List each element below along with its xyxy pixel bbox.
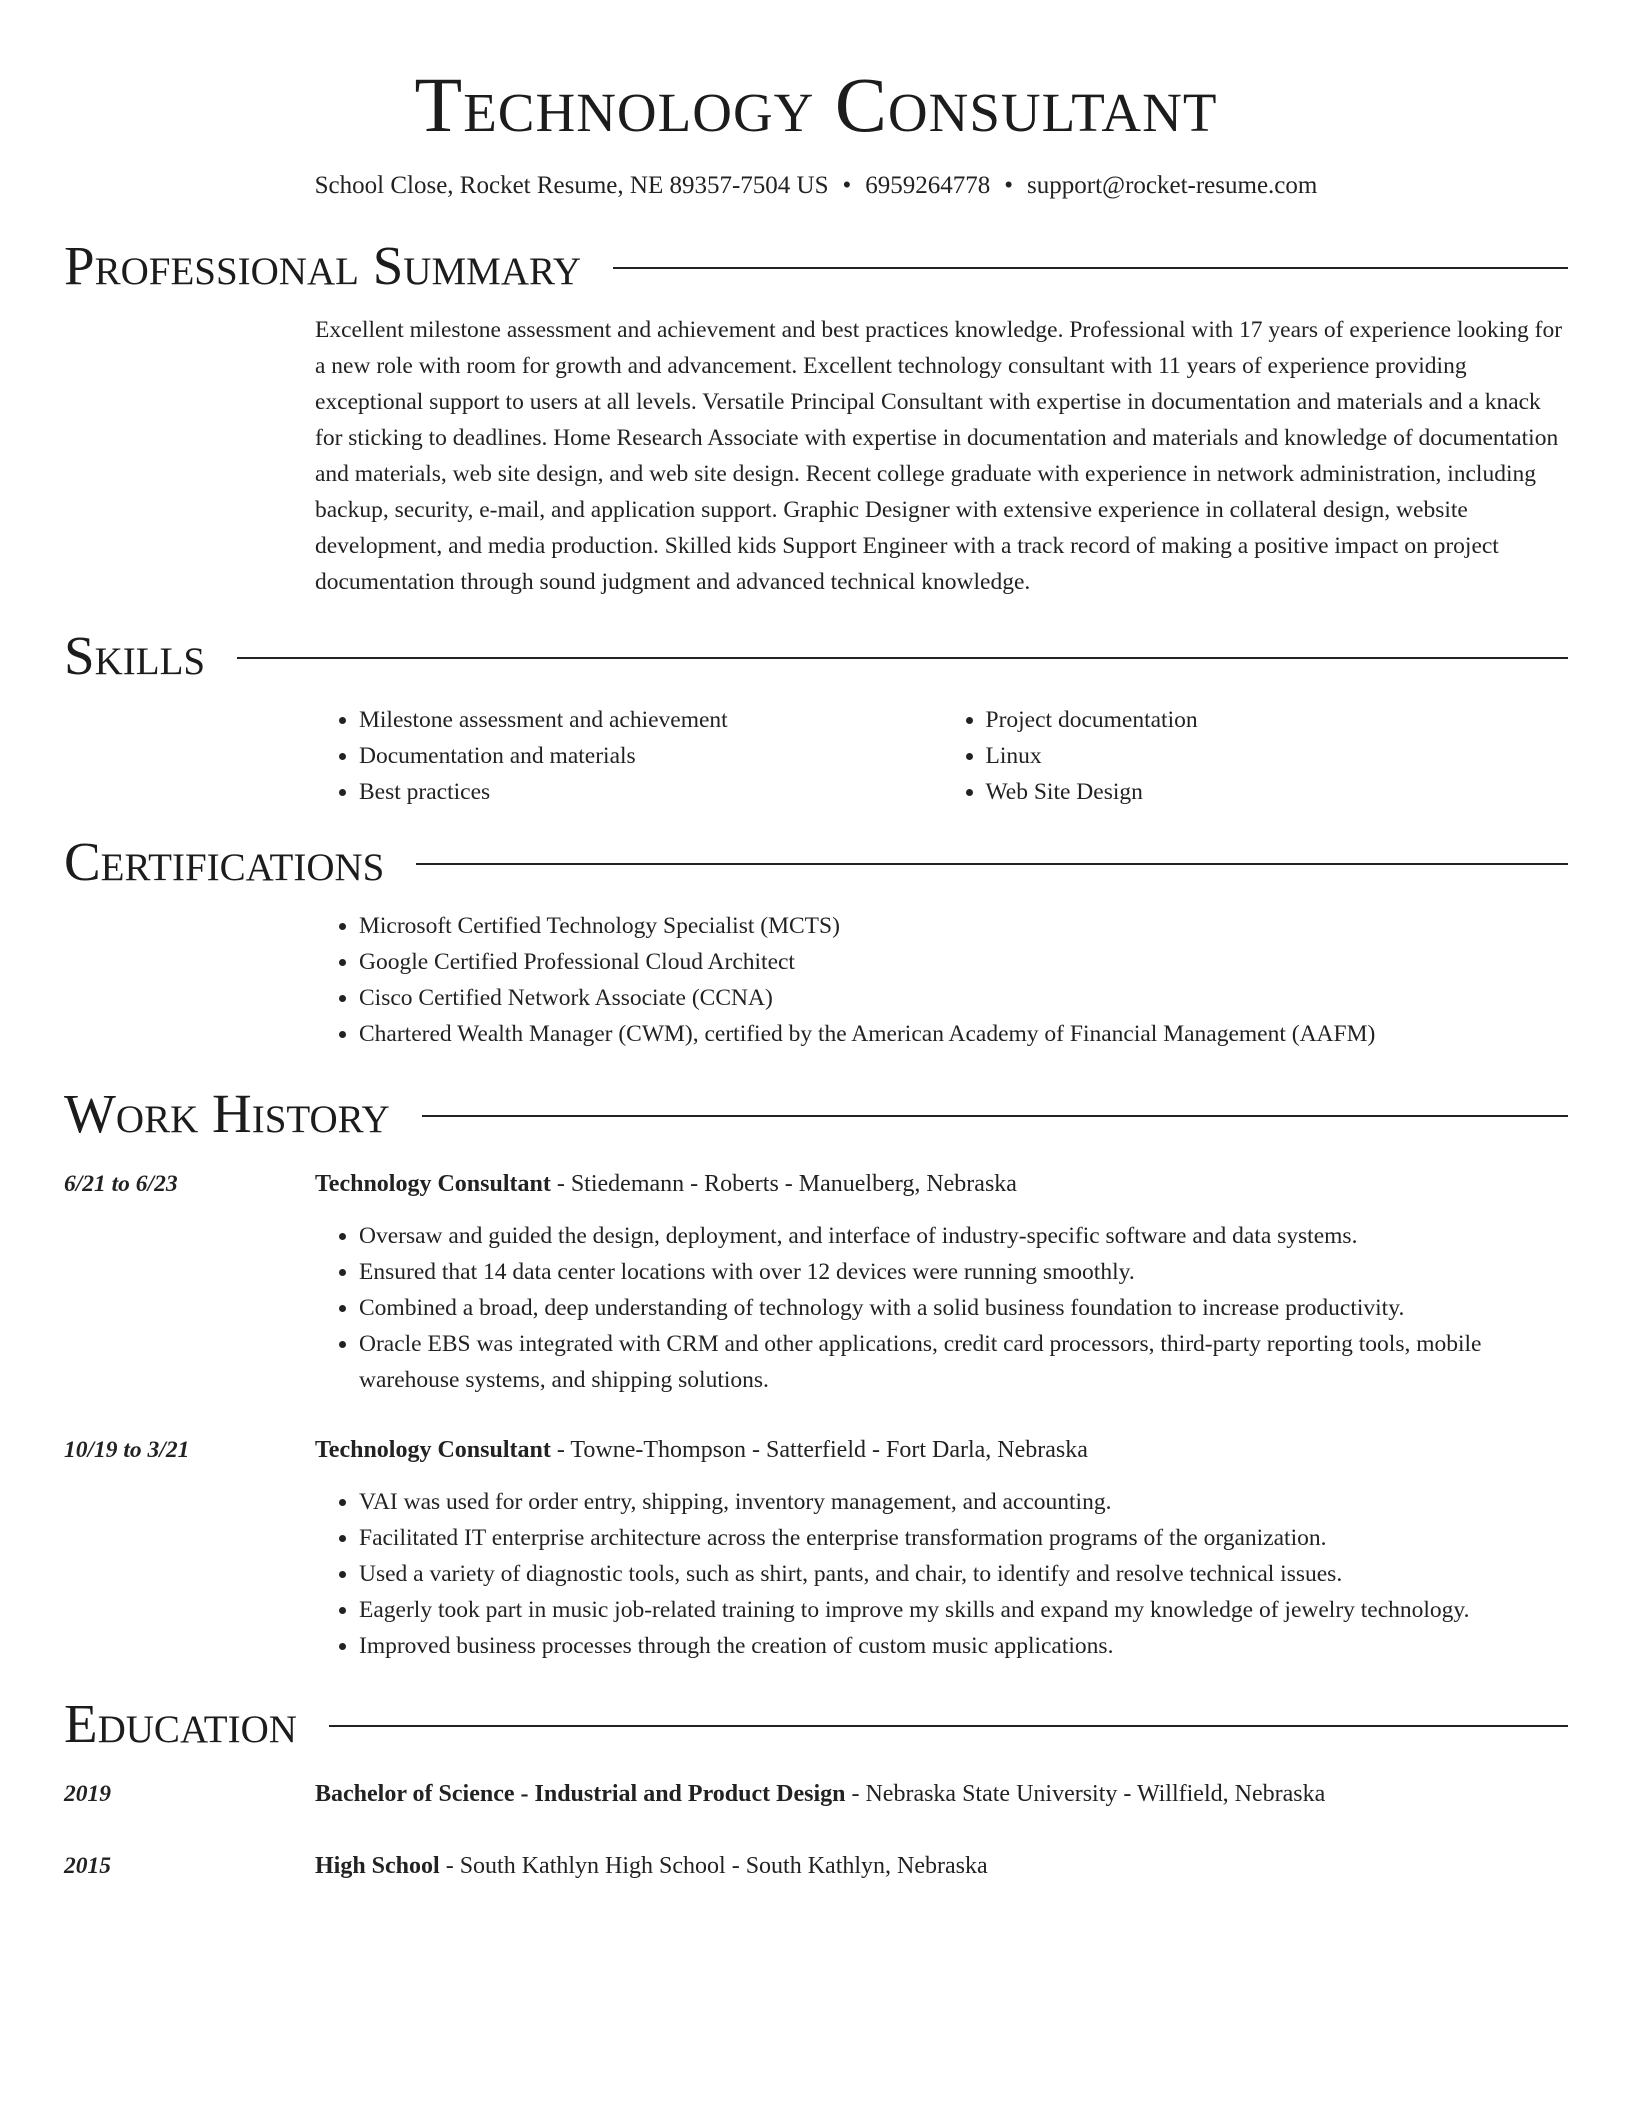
skills-list [315, 702, 1568, 810]
section-divider [422, 1115, 1568, 1117]
certification-item: • Microsoft Certified Technology Specialist (MCTS) [359, 908, 1568, 944]
contact-separator: • [842, 172, 852, 199]
job-role: Technology Consultant [315, 1171, 551, 1197]
job-entry [64, 1432, 1568, 1664]
summary-section-title: Professional Summary [64, 235, 582, 296]
summary-text: Excellent milestone assessment and achievement and best practices knowledge. Professional with 17 years of experience looking for a new role with room for growth and advancement. Excellent technology consultant with 11 years of experience providing exceptional support to users at all levels. Versatile Principal Consultant with expertise in documentation and materials and a knack for sticking to deadlines. Home Research Associate with expertise in documentation and materials and knowledge of documentation and materials, web site design, and web site design. Recent college graduate with experience in network administration, including backup, security, e-mail, and application support. Graphic Designer with extensive experience in collateral design, website development, and media production. Skilled kids Support Engineer with a track record of making a positive impact on project documentation through sound judgment and advanced technical knowledge. [315, 317, 1563, 595]
job-dates: 10/19 to 3/21 [64, 1437, 190, 1463]
job-role: Technology Consultant [315, 1437, 551, 1463]
education-degree: Bachelor of Science - Industrial and Product Design [315, 1781, 846, 1807]
certifications-list [315, 908, 1568, 1052]
education-section-header [64, 1692, 1568, 1756]
job-dates: 6/21 to 6/23 [64, 1171, 178, 1197]
job-bullet: • Eagerly took part in music job-related training to improve my skills and expand my knowledge of jewelry technology. [359, 1592, 1568, 1628]
education-details [315, 1776, 1568, 1812]
job-title-line [315, 1432, 1568, 1468]
section-divider [613, 267, 1568, 269]
candidate-name: Technology Consultant [414, 61, 1218, 148]
education-details [315, 1848, 1568, 1884]
skills-section-title: Skills [64, 625, 206, 686]
skill-item: • Documentation and materials [359, 738, 942, 774]
education-degree: High School [315, 1853, 440, 1879]
job-employer: - Towne-Thompson - Satterfield - Fort Darla, Nebraska [550, 1437, 1088, 1463]
contact-phone: 6959264778 [865, 172, 991, 199]
section-divider [416, 863, 1568, 865]
job-bullets [315, 1218, 1568, 1398]
contact-email: support@rocket-resume.com [1027, 172, 1318, 199]
skills-column-right [942, 702, 1569, 810]
education-section-title: Education [64, 1693, 297, 1754]
job-bullet: • Oracle EBS was integrated with CRM and other applications, credit card processors, third-party reporting tools, mobile warehouse systems, and shipping solutions. [359, 1326, 1568, 1398]
contact-line [64, 170, 1568, 202]
skill-item: • Milestone assessment and achievement [359, 702, 942, 738]
certifications-section-header [64, 830, 1568, 894]
job-bullet: • Oversaw and guided the design, deployment, and interface of industry-specific software and data systems. [359, 1218, 1568, 1254]
education-school: - Nebraska State University - Willfield, Nebraska [845, 1781, 1326, 1807]
job-details [315, 1166, 1568, 1398]
work-section-header [64, 1082, 1568, 1146]
certifications-section-title: Certifications [64, 831, 385, 892]
section-divider [329, 1725, 1568, 1727]
education-year: 2019 [64, 1781, 111, 1807]
contact-address: School Close, Rocket Resume, NE 89357-7504 US [314, 172, 829, 199]
skills-section-header [64, 624, 1568, 688]
summary-section-header [64, 234, 1568, 298]
skill-item: • Best practices [359, 774, 942, 810]
job-bullet: • Ensured that 14 data center locations with over 12 devices were running smoothly. [359, 1254, 1568, 1290]
job-bullets [315, 1484, 1568, 1664]
job-title-line [315, 1166, 1568, 1202]
skill-item: • Linux [986, 738, 1569, 774]
certification-item: • Chartered Wealth Manager (CWM), certified by the American Academy of Financial Management (AAFM) [359, 1016, 1568, 1052]
education-year: 2015 [64, 1853, 111, 1879]
contact-separator: • [1004, 172, 1014, 199]
education-school: - South Kathlyn High School - South Kathlyn, Nebraska [439, 1853, 988, 1879]
job-bullet: • Facilitated IT enterprise architecture across the enterprise transformation programs of the organization. [359, 1520, 1568, 1556]
education-entry [64, 1776, 1568, 1812]
job-bullet: • Improved business processes through the creation of custom music applications. [359, 1628, 1568, 1664]
certification-item: • Google Certified Professional Cloud Architect [359, 944, 1568, 980]
resume-page [64, 0, 1568, 1884]
job-details [315, 1432, 1568, 1664]
job-bullet: • Combined a broad, deep understanding of technology with a solid business foundation to increase productivity. [359, 1290, 1568, 1326]
skills-column-left [315, 702, 942, 810]
skill-item: • Project documentation [986, 702, 1569, 738]
job-bullet: • VAI was used for order entry, shipping, inventory management, and accounting. [359, 1484, 1568, 1520]
education-entry [64, 1848, 1568, 1884]
skill-item: • Web Site Design [986, 774, 1569, 810]
work-section-title: Work History [64, 1083, 390, 1144]
certification-item: • Cisco Certified Network Associate (CCNA) [359, 980, 1568, 1016]
job-employer: - Stiedemann - Roberts - Manuelberg, Nebraska [550, 1171, 1017, 1197]
section-divider [237, 657, 1568, 659]
job-bullet: • Used a variety of diagnostic tools, such as shirt, pants, and chair, to identify and resolve technical issues. [359, 1556, 1568, 1592]
job-entry [64, 1166, 1568, 1398]
